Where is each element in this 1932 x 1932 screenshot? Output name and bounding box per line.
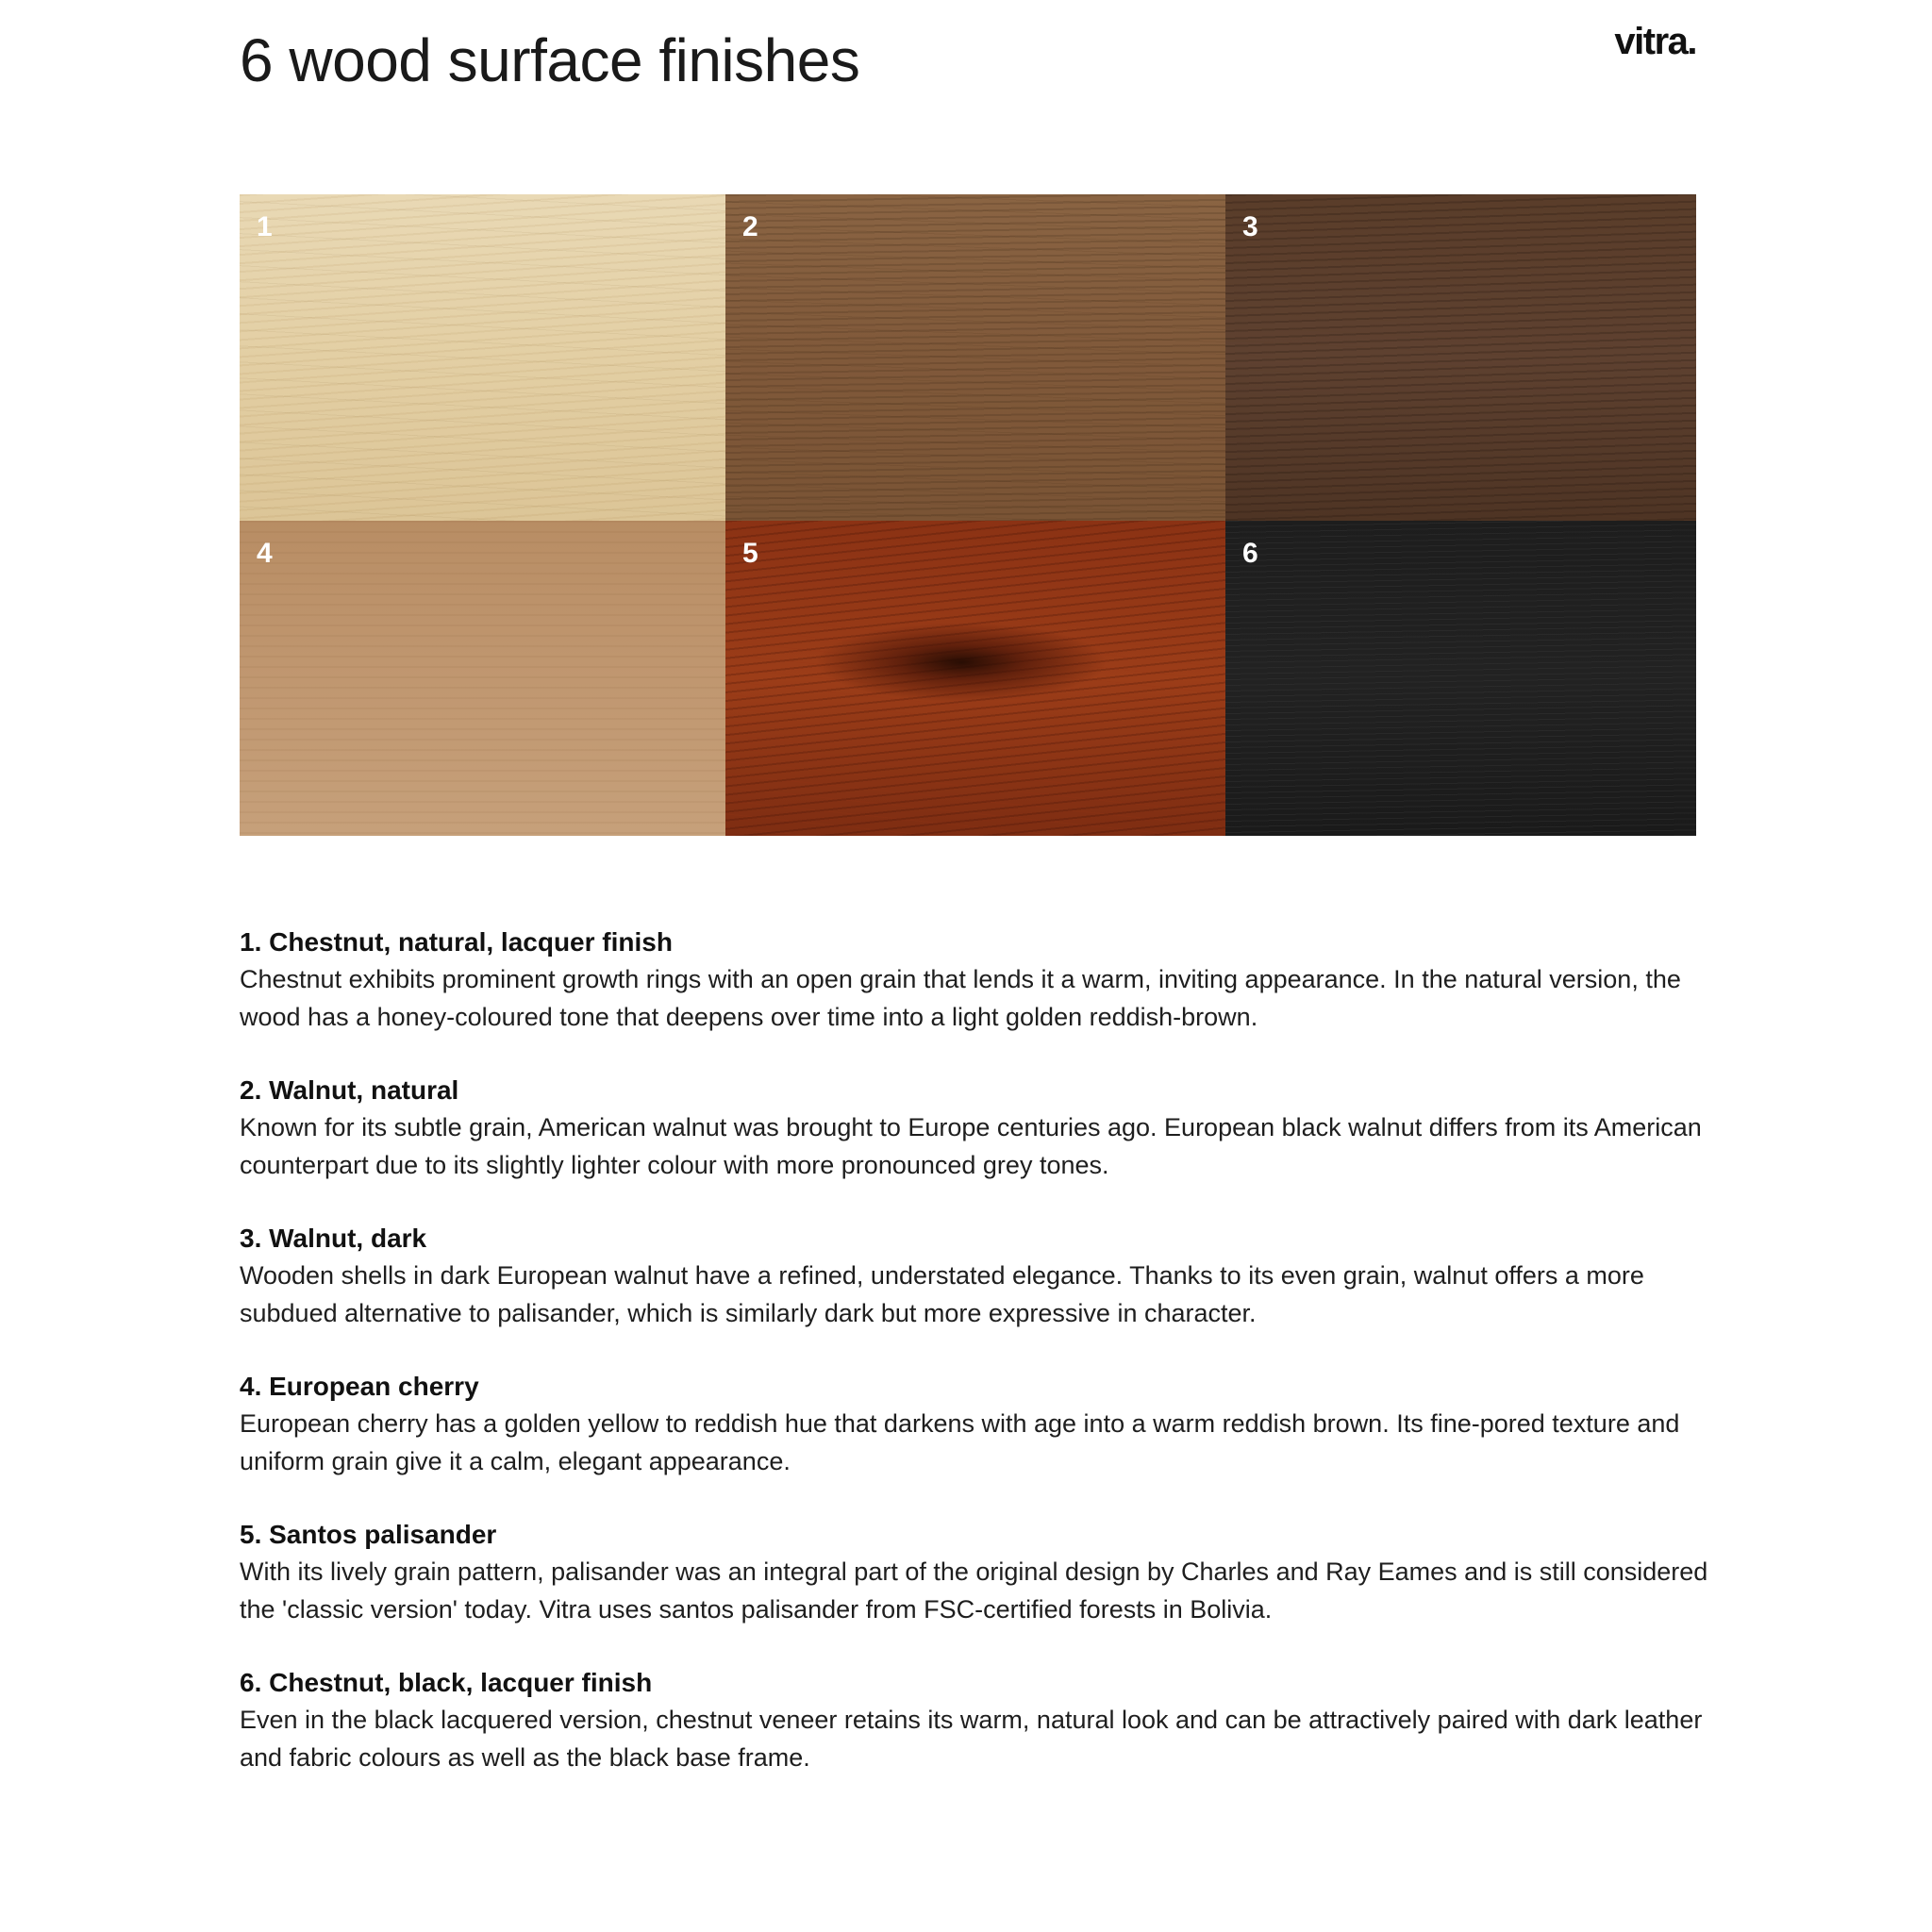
finish-title: 2. Walnut, natural — [240, 1075, 459, 1105]
finish-description: Wooden shells in dark European walnut have a refined, understated elegance. Thanks to its even grain, walnut offers a more subdued alternative to palisander, which is similarly dark but more expressive in character. — [240, 1261, 1644, 1327]
wood-swatch-grid — [240, 194, 1696, 836]
finish-description: Chestnut exhibits prominent growth rings with an open grain that lends it a warm, inviting appearance. In the natural version, the wood has a honey-coloured tone that deepens over time into a light golden reddish-brown. — [240, 965, 1681, 1031]
finish-description: Known for its subtle grain, American walnut was brought to Europe centuries ago. European black walnut differs from its American counterpart due to its slightly lighter colour with more pronounced grey tones. — [240, 1113, 1702, 1179]
finish-item — [240, 1517, 1711, 1628]
swatch-number: 5 — [742, 538, 758, 569]
swatch-walnut-natural — [725, 194, 1225, 521]
finish-description: With its lively grain pattern, palisander was an integral part of the original design by Charles and Ray Eames and is still considered the 'classic version' today. Vitra uses santos palisander from FSC-certified forests in Bolivia. — [240, 1557, 1708, 1624]
swatch-number: 1 — [257, 211, 273, 242]
swatch-santos-palisander — [725, 521, 1225, 836]
finish-description: Even in the black lacquered version, chestnut veneer retains its warm, natural look and can be attractively paired with dark leather and fabric colours as well as the black base frame. — [240, 1706, 1703, 1772]
swatch-number: 4 — [257, 538, 273, 569]
finish-item — [240, 924, 1711, 1036]
finish-title: 4. European cherry — [240, 1372, 479, 1401]
finish-item — [240, 1073, 1711, 1184]
finish-item — [240, 1369, 1711, 1480]
swatch-number: 2 — [742, 211, 758, 242]
finish-item — [240, 1221, 1711, 1332]
finish-descriptions — [240, 924, 1711, 1813]
page-title: 6 wood surface finishes — [240, 26, 860, 94]
swatch-european-cherry — [240, 521, 725, 836]
finish-description: European cherry has a golden yellow to reddish hue that darkens with age into a warm reddish brown. Its fine-pored texture and uniform grain give it a calm, elegant appearance. — [240, 1409, 1680, 1475]
finish-title: 3. Walnut, dark — [240, 1224, 427, 1253]
finish-title: 6. Chestnut, black, lacquer finish — [240, 1668, 653, 1697]
finish-title: 5. Santos palisander — [240, 1520, 497, 1549]
swatch-walnut-dark — [1225, 194, 1696, 521]
finish-title: 1. Chestnut, natural, lacquer finish — [240, 927, 673, 957]
swatch-number: 3 — [1242, 211, 1258, 242]
swatch-chestnut-natural — [240, 194, 725, 521]
swatch-number: 6 — [1242, 538, 1258, 569]
finish-item — [240, 1665, 1711, 1776]
swatch-chestnut-black — [1225, 521, 1696, 836]
vitra-logo: vitra. — [1614, 21, 1696, 62]
